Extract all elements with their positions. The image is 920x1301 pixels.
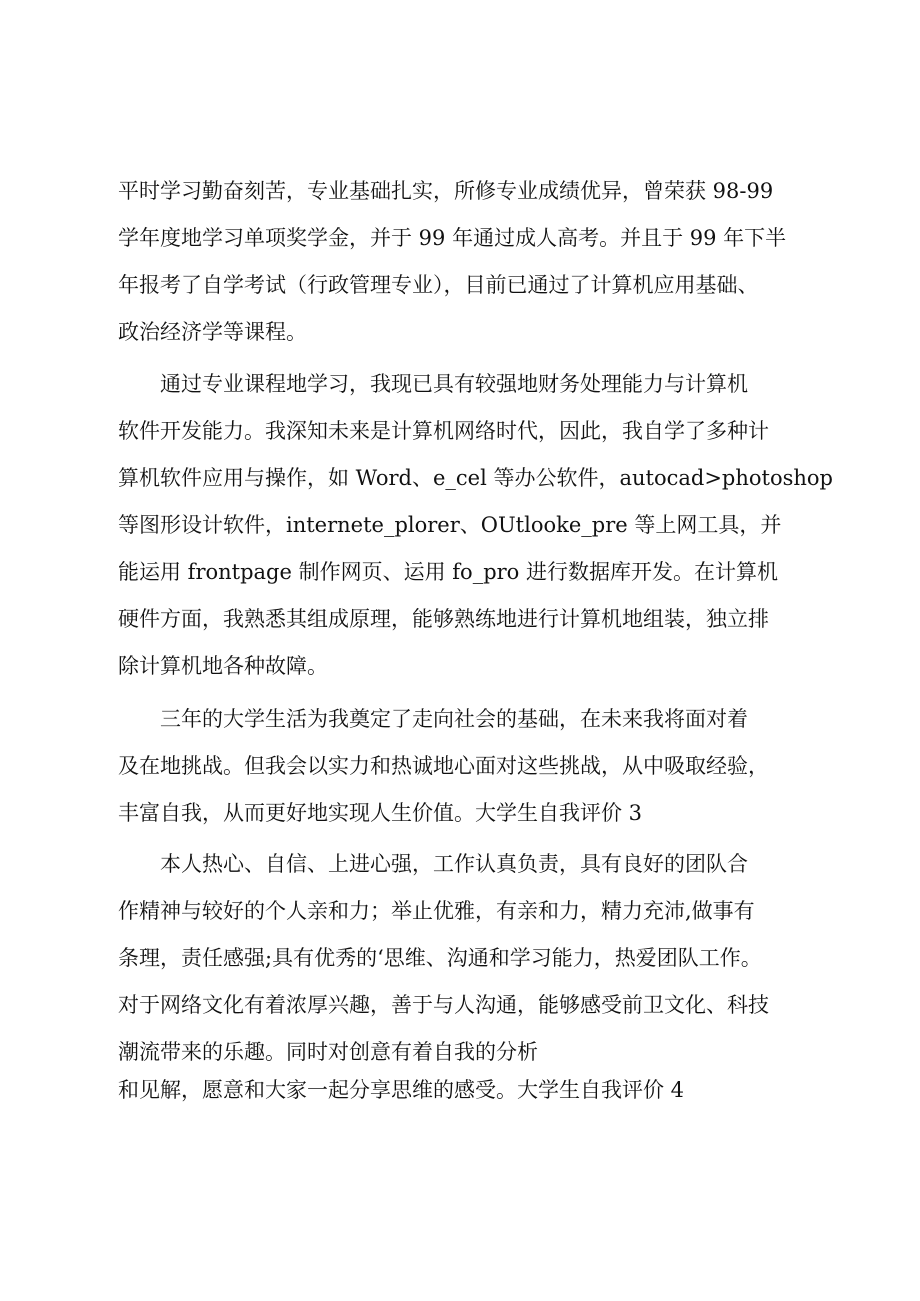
text-line: 硬件方面，我熟悉其组成原理，能够熟练地进行计算机地组装，独立排 [118, 607, 769, 631]
text-line: 及在地挑战。但我会以实力和热诚地心面对这些挑战，从中吸取经验， [118, 754, 769, 778]
text-line: 年报考了自学考试（行政管理专业），目前已通过了计算机应用基础、 [118, 273, 759, 297]
text-line: 潮流带来的乐趣。同时对创意有着自我的分析 [118, 1040, 538, 1064]
text-line: 能运用 frontpage 制作网页、运用 fo_pro 进行数据库开发。在计算机 [118, 560, 778, 584]
text-line: 作精神与较好的个人亲和力；举止优雅，有亲和力，精力充沛,做事有 [118, 899, 755, 923]
text-line: 丰富自我，从而更好地实现人生价值。大学生自我评价 3 [118, 801, 643, 825]
text-line: 本人热心、自信、上进心强，工作认真负责，具有良好的团队合 [160, 852, 748, 876]
text-line: 通过专业课程地学习，我现已具有较强地财务处理能力与计算机 [160, 372, 748, 396]
text-line: 软件开发能力。我深知未来是计算机网络时代，因此，我自学了多种计 [118, 419, 769, 443]
text-line: 政治经济学等课程。 [118, 320, 307, 344]
text-line: 对于网络文化有着浓厚兴趣，善于与人沟通，能够感受前卫文化、科技 [118, 993, 769, 1017]
text-line: 三年的大学生活为我奠定了走向社会的基础，在未来我将面对着 [160, 707, 748, 731]
text-line: 算机软件应用与操作，如 Word、e_cel 等办公软件，autocad>photoshop [118, 466, 833, 490]
text-line: 平时学习勤奋刻苦，专业基础扎实，所修专业成绩优异，曾荣获 98-99 [118, 179, 774, 203]
text-line: 条理，责任感强;具有优秀的‘思维、沟通和学习能力，热爱团队工作。 [118, 946, 762, 970]
text-line: 和见解，愿意和大家一起分享思维的感受。大学生自我评价 4 [118, 1078, 685, 1102]
text-line: 等图形设计软件，internete_plorer、OUtlooke_pre 等上网工具，并 [118, 513, 782, 537]
text-line: 除计算机地各种故障。 [118, 654, 328, 678]
text-line: 学年度地学习单项奖学金，并于 99 年通过成人高考。并且于 99 年下半 [118, 226, 787, 250]
